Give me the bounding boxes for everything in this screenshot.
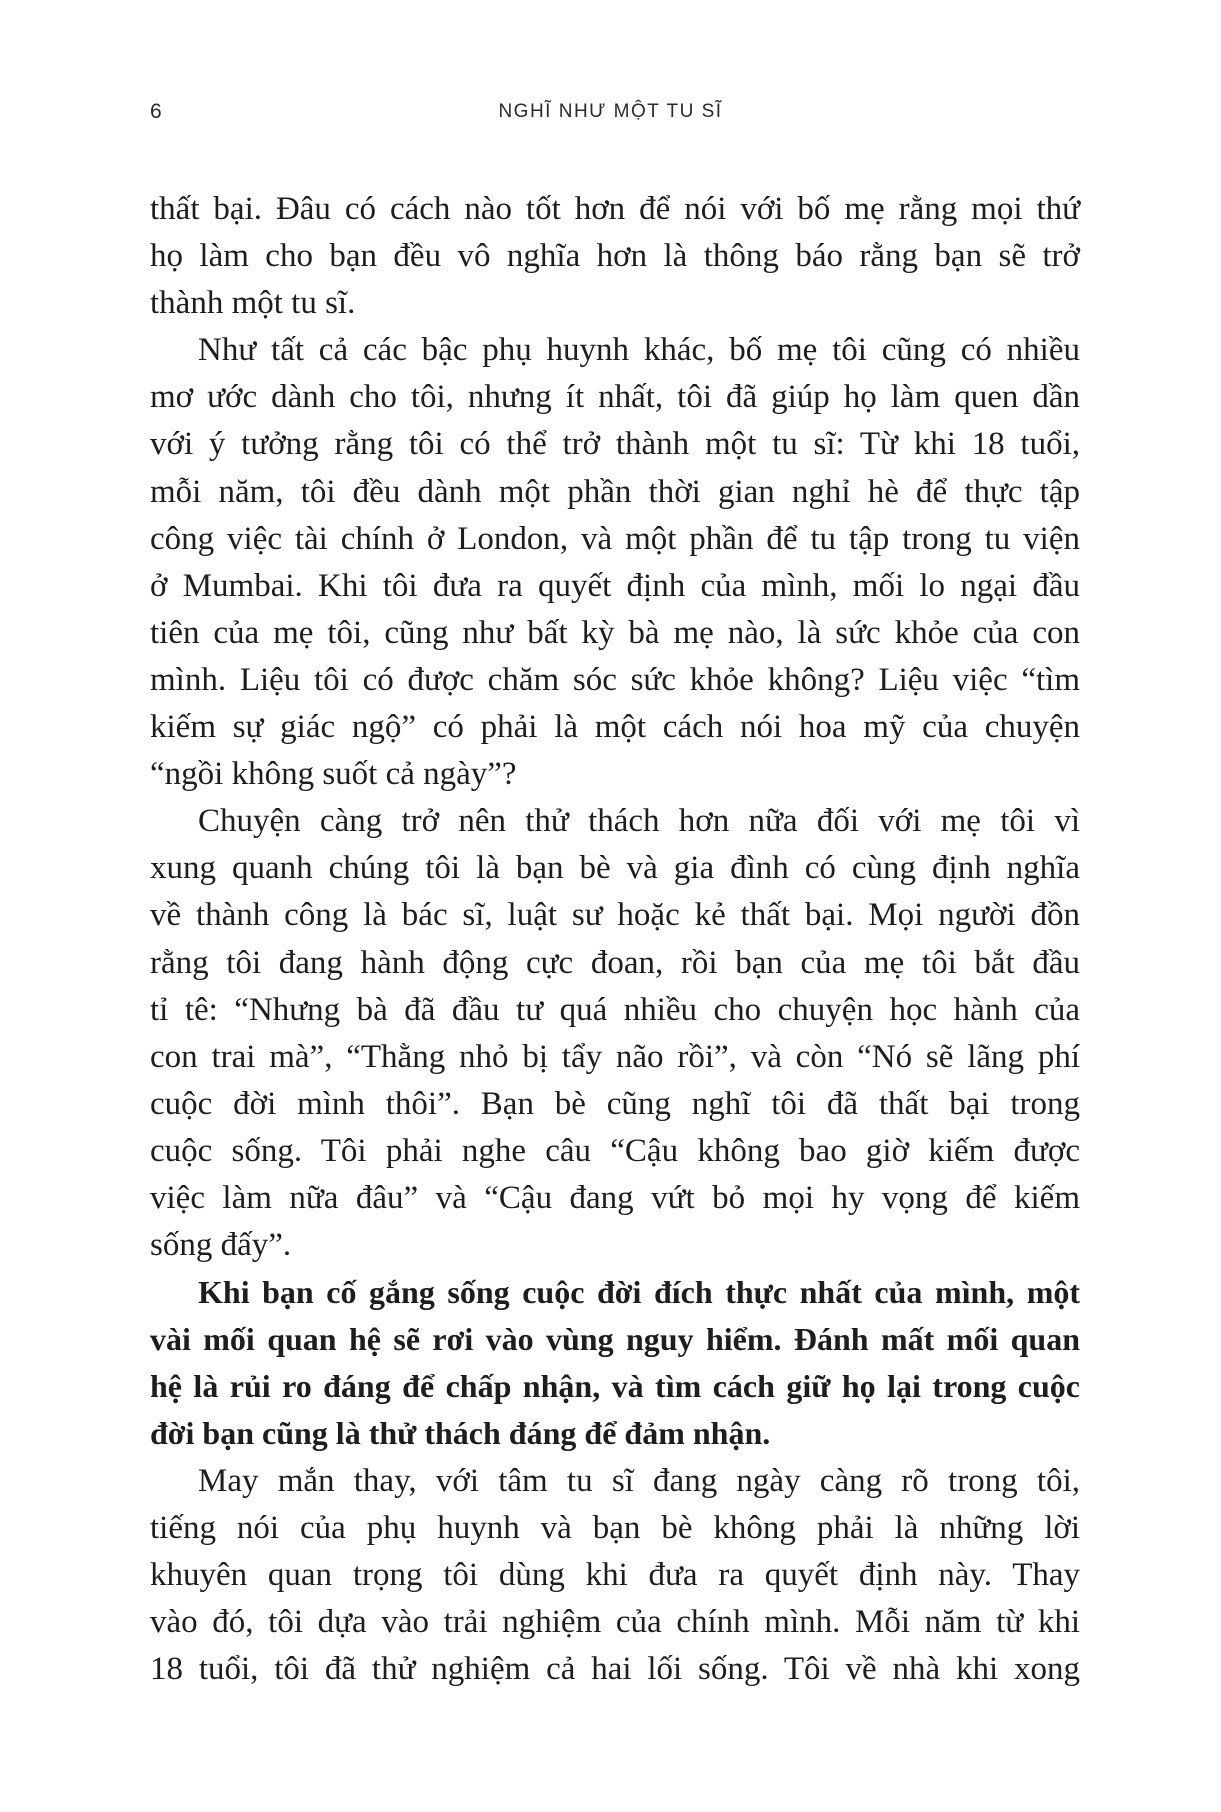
text-line: mỗi năm, tôi đều dành một phần thời gian nghỉ hè để thực tập [150,473,1080,510]
text-line: mơ ước dành cho tôi, nhưng ít nhất, tôi đã giúp họ làm quen dần [150,379,1080,416]
text-line: 18 tuổi, tôi đã thử nghiệm cả hai lối sống. Tôi về nhà khi xong [150,1650,1080,1687]
running-title: NGHĨ NHƯ MỘT TU SĨ [498,101,723,122]
text-line: việc làm nữa đâu” và “Cậu đang vứt bỏ mọi hy vọng để kiếm [150,1179,1080,1216]
text-line: ở Mumbai. Khi tôi đưa ra quyết định của mình, mối lo ngại đầu [150,567,1080,604]
text-line: tiếng nói của phụ huynh và bạn bè không phải là những lời [150,1509,1080,1546]
text-line: về thành công là bác sĩ, luật sư hoặc kẻ thất bại. Mọi người đồn [150,897,1080,934]
bold-text-line: Khi bạn cố gắng sống cuộc đời đích thực nhất của mình, một [198,1274,1080,1311]
text-line: thành một tu sĩ. [150,285,356,322]
text-line: con trai mà”, “Thằng nhỏ bị tẩy não rồi”, và còn “Nó sẽ lãng phí [150,1038,1080,1075]
text-line: rằng tôi đang hành động cực đoan, rồi bạn của mẹ tôi bắt đầu [150,944,1080,981]
bold-text-line: hệ là rủi ro đáng để chấp nhận, và tìm cách giữ họ lại trong cuộc [150,1368,1080,1405]
text-line: thất bại. Đâu có cách nào tốt hơn để nói với bố mẹ rằng mọi thứ [150,191,1080,227]
text-line: Như tất cả các bậc phụ huynh khác, bố mẹ tôi cũng có nhiều [198,332,1080,369]
text-line: vào đó, tôi dựa vào trải nghiệm của chính mình. Mỗi năm từ khi [150,1603,1080,1640]
text-line: kiếm sự giác ngộ” có phải là một cách nói hoa mỹ của chuyện [150,709,1080,746]
text-line: “ngồi không suốt cả ngày”? [150,756,517,793]
text-line: mình. Liệu tôi có được chăm sóc sức khỏe không? Liệu việc “tìm [150,661,1080,698]
text-line: họ làm cho bạn đều vô nghĩa hơn là thông báo rằng bạn sẽ trở [150,238,1080,275]
text-line: khuyên quan trọng tôi dùng khi đưa ra quyết định này. Thay [150,1556,1080,1593]
text-line: sống đấy”. [150,1227,292,1264]
text-line: tiên của mẹ tôi, cũng như bất kỳ bà mẹ nào, là sức khỏe của con [150,614,1080,651]
text-line: cuộc sống. Tôi phải nghe câu “Cậu không bao giờ kiếm được [150,1132,1080,1169]
text-line: Chuyện càng trở nên thử thách hơn nữa đối với mẹ tôi vì [198,803,1080,840]
text-line: xung quanh chúng tôi là bạn bè và gia đình có cùng định nghĩa [150,850,1080,887]
text-line: May mắn thay, với tâm tu sĩ đang ngày càng rõ trong tôi, [198,1462,1080,1499]
bold-text-line: đời bạn cũng là thử thách đáng để đảm nhận. [150,1415,771,1452]
text-line: tỉ tê: “Nhưng bà đã đầu tư quá nhiều cho chuyện học hành của [150,991,1080,1028]
text-line: công việc tài chính ở London, và một phần để tu tập trong tu viện [150,520,1080,557]
bold-text-line: vài mối quan hệ sẽ rơi vào vùng nguy hiểm. Đánh mất mối quan [150,1321,1080,1358]
text-line: với ý tưởng rằng tôi có thể trở thành một tu sĩ: Từ khi 18 tuổi, [150,426,1080,463]
text-line: cuộc đời mình thôi”. Bạn bè cũng nghĩ tôi đã thất bại trong [150,1085,1080,1122]
page-number: 6 [150,100,162,123]
body-text [150,186,1080,1693]
